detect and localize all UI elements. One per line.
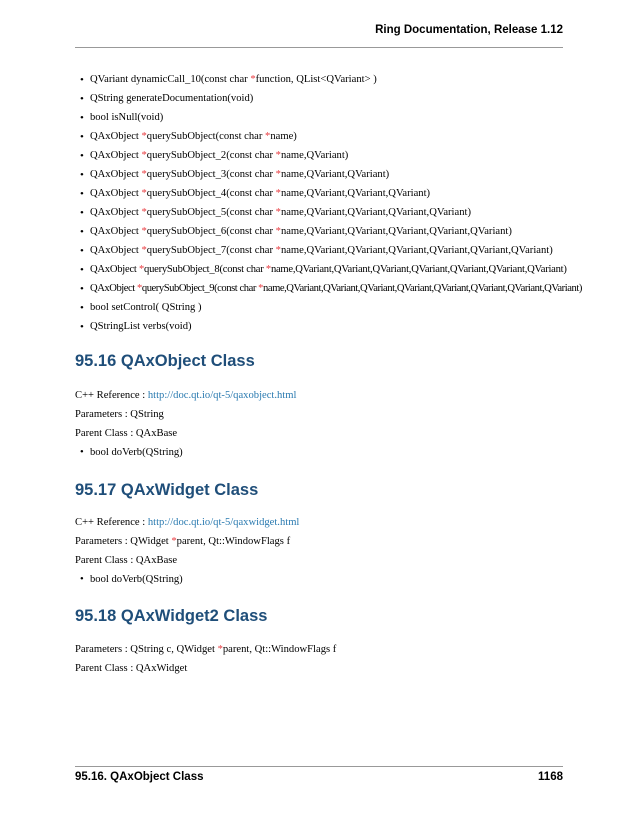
section-heading-qaxobject: 95.16 QAxObject Class xyxy=(75,352,255,370)
list-item: • QAxObject *querySubObject_8(const char *name,QVariant,QVariant,QVariant,QVariant,QVariant,QVariant,QVariant) xyxy=(75,262,638,281)
header-rule xyxy=(75,47,563,48)
parameters-line: Parameters : QString c, QWidget *parent, Qt::WindowFlags f xyxy=(75,644,337,655)
cpp-reference-line: C++ Reference : http://doc.qt.io/qt-5/qaxwidget.html xyxy=(75,517,300,528)
list-item: • QAxObject *querySubObject(const char *name) xyxy=(75,129,638,148)
parameters-line: Parameters : QString xyxy=(75,409,164,420)
parameters-line: Parameters : QWidget *parent, Qt::WindowFlags f xyxy=(75,536,291,547)
page-number: 1168 xyxy=(538,771,563,783)
list-item: • bool isNull(void) xyxy=(75,110,638,129)
list-item: • bool doVerb(QString) xyxy=(75,445,183,461)
list-item: • QAxObject *querySubObject_9(const char *name,QVariant,QVariant,QVariant,QVariant,QVariant,QVariant,QVariant,QVariant) xyxy=(75,281,638,300)
section-heading-qaxwidget2: 95.18 QAxWidget2 Class xyxy=(75,607,268,625)
list-item: • QAxObject *querySubObject_2(const char *name,QVariant) xyxy=(75,148,638,167)
parent-class-line: Parent Class : QAxBase xyxy=(75,555,178,566)
list-item: • QAxObject *querySubObject_7(const char *name,QVariant,QVariant,QVariant,QVariant,QVariant,QVariant) xyxy=(75,243,638,262)
cpp-reference-link[interactable]: http://doc.qt.io/qt-5/qaxwidget.html xyxy=(147,517,300,528)
list-item: • QAxObject *querySubObject_6(const char *name,QVariant,QVariant,QVariant,QVariant,QVariant) xyxy=(75,224,638,243)
footer-section-title: 95.16. QAxObject Class xyxy=(75,771,204,783)
list-item: • QAxObject *querySubObject_3(const char *name,QVariant,QVariant) xyxy=(75,167,638,186)
list-item: • QAxObject *querySubObject_4(const char *name,QVariant,QVariant,QVariant) xyxy=(75,186,638,205)
parent-class-line: Parent Class : QAxBase xyxy=(75,428,178,439)
list-item: • QStringList verbs(void) xyxy=(75,319,638,338)
list-item: • QString generateDocumentation(void) xyxy=(75,91,638,110)
list-item: • QVariant dynamicCall_10(const char *function, QList<QVariant> ) xyxy=(75,72,638,91)
cpp-reference-link[interactable]: http://doc.qt.io/qt-5/qaxobject.html xyxy=(147,390,297,401)
section-heading-qaxwidget: 95.17 QAxWidget Class xyxy=(75,481,259,499)
list-item: • QAxObject *querySubObject_5(const char *name,QVariant,QVariant,QVariant,QVariant) xyxy=(75,205,638,224)
parent-class-line: Parent Class : QAxWidget xyxy=(75,663,188,674)
method-list xyxy=(75,72,638,338)
list-item: • bool doVerb(QString) xyxy=(75,572,183,588)
list-item: • bool setControl( QString ) xyxy=(75,300,638,319)
cpp-reference-line: C++ Reference : http://doc.qt.io/qt-5/qaxobject.html xyxy=(75,390,297,401)
footer-rule xyxy=(75,766,563,767)
page-header: Ring Documentation, Release 1.12 xyxy=(375,24,563,36)
